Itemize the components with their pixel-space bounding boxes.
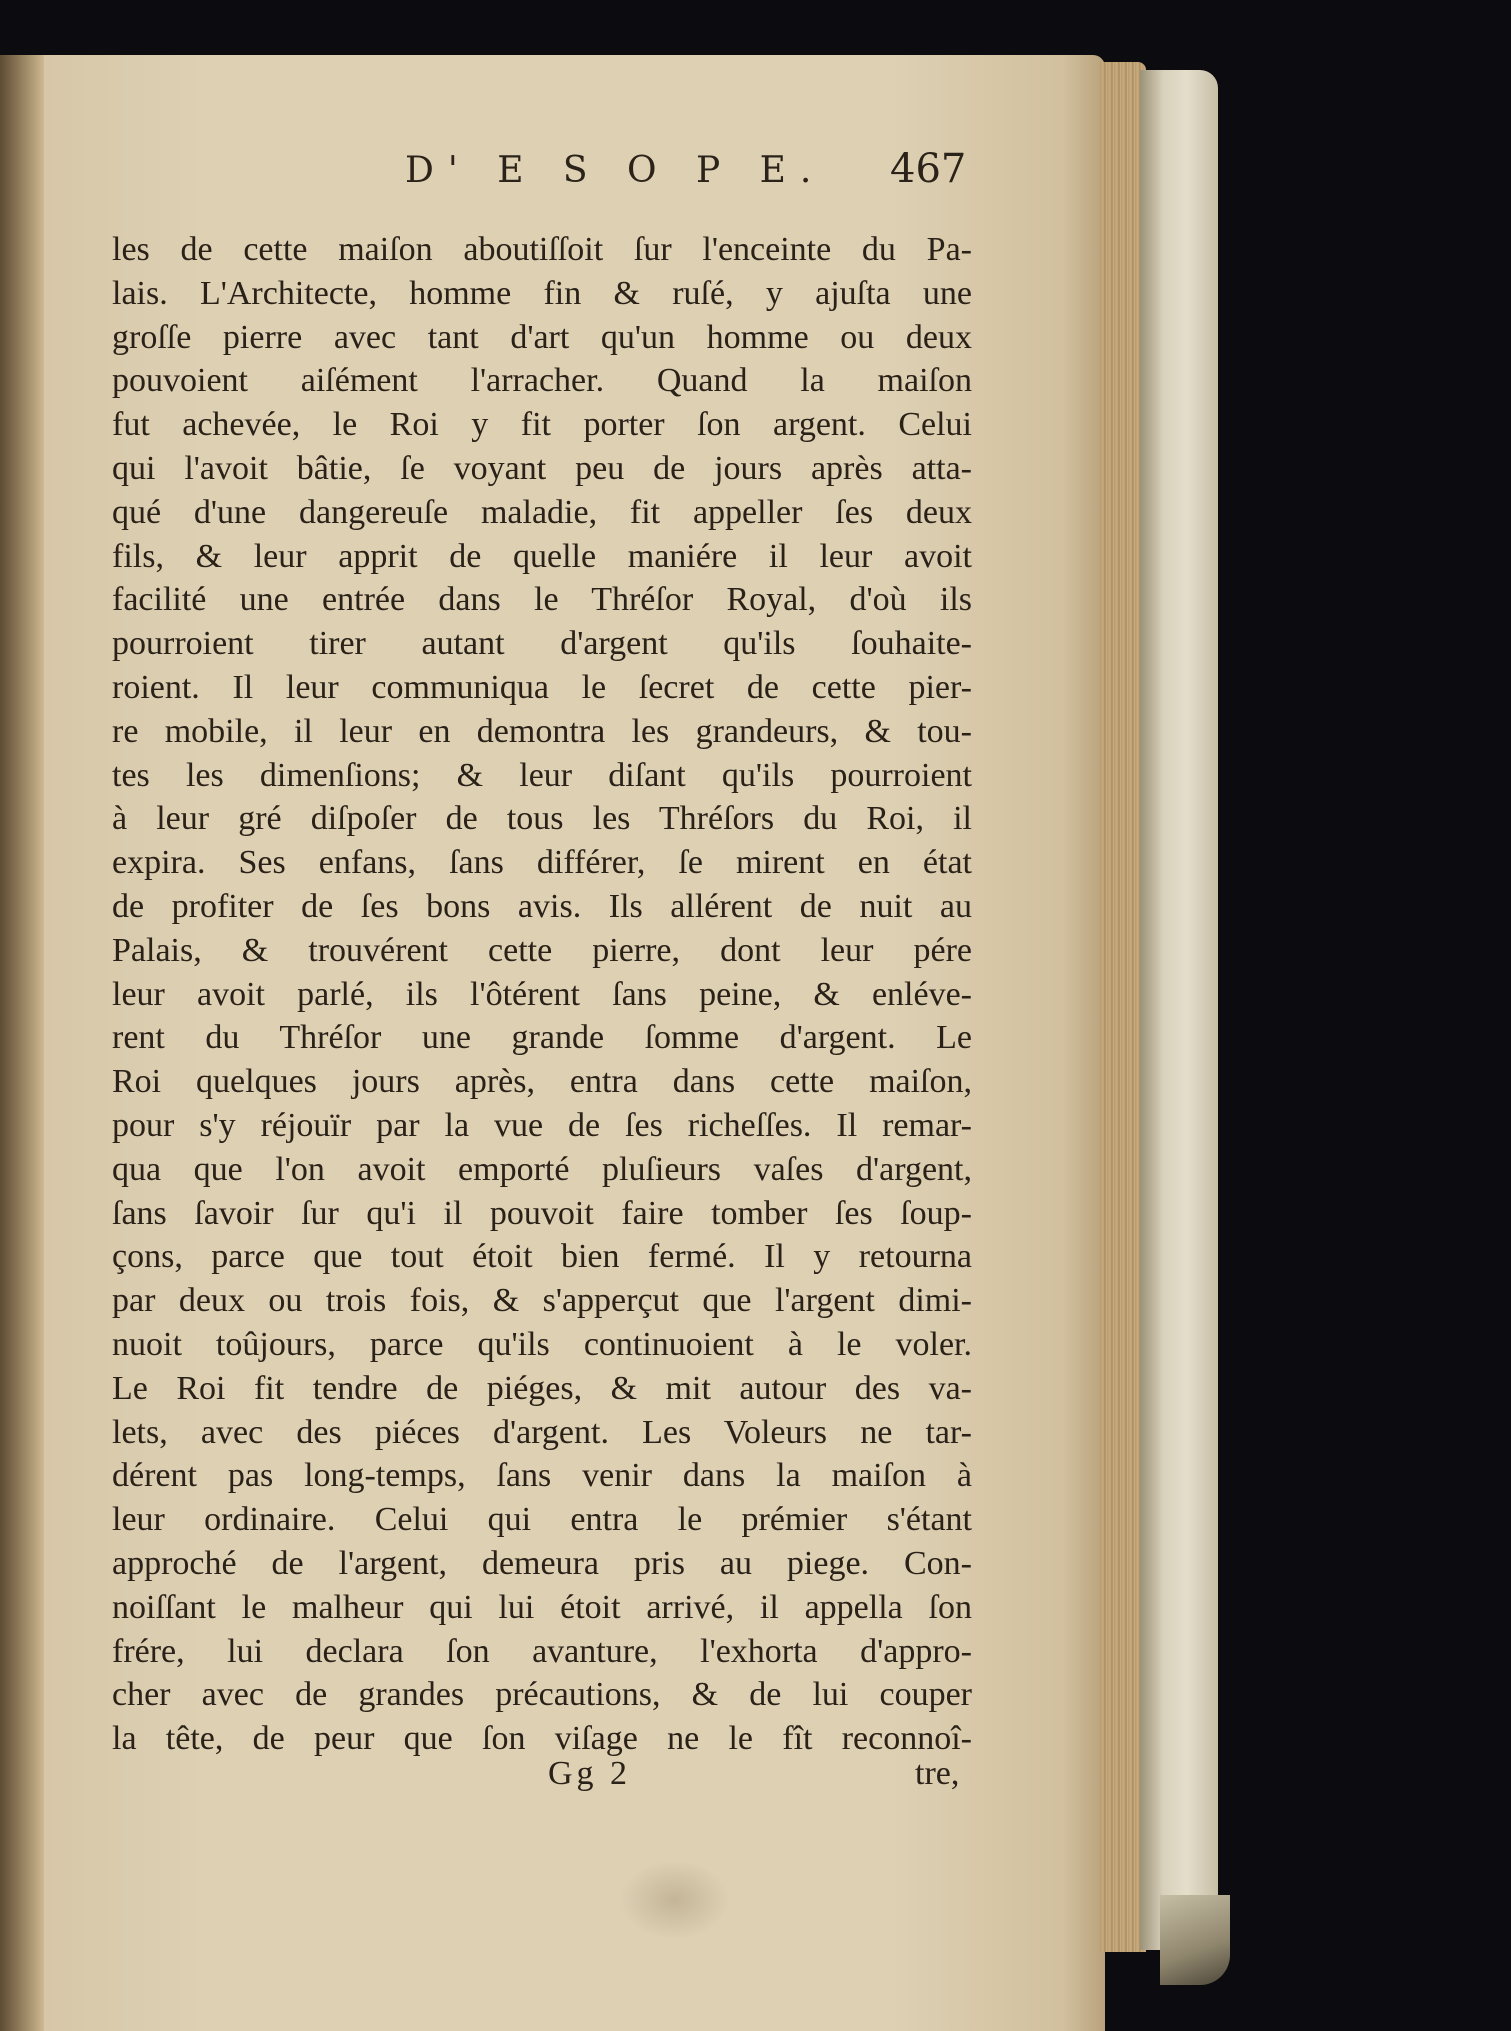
text-line: frére, lui declara ſon avanture, l'exhorta d'appro-: [112, 1632, 972, 1670]
text-line: noiſſant le malheur qui lui étoit arrivé, il appella ſon: [112, 1588, 972, 1626]
text-line: facilité une entrée dans le Thréſor Royal, d'où ils: [112, 581, 972, 619]
text-line: re mobile, il leur en demontra les grandeurs, & tou-: [112, 712, 972, 750]
text-line: Palais, & trouvérent cette pierre, dont leur pére: [112, 931, 972, 969]
text-line: fut achevée, le Roi y fit porter ſon argent. Celui: [112, 406, 972, 444]
text-line: groſſe pierre avec tant d'art qu'un homme ou deux: [112, 318, 972, 356]
page-footer: [0, 1755, 1511, 1805]
vellum-cover: [1140, 70, 1218, 1950]
cover-corner: [1160, 1895, 1230, 1985]
text-line: les de cette maiſon aboutiſſoit ſur l'enceinte du Pa-: [112, 231, 972, 268]
running-title: D' E S O P E.: [405, 150, 826, 191]
text-line: lais. L'Architecte, homme fin & ruſé, y ajuſta une: [112, 274, 972, 312]
signature-mark: Gg 2: [548, 1755, 632, 1792]
text-line: pourroient tirer autant d'argent qu'ils ſouhaite-: [112, 625, 972, 663]
text-line: dérent pas long-temps, ſans venir dans la maiſon à: [112, 1457, 972, 1495]
text-line: qué d'une dangereuſe maladie, fit appeller ſes deux: [112, 493, 972, 531]
text-line: pouvoient aiſément l'arracher. Quand la maiſon: [112, 362, 972, 400]
body-text: [112, 228, 972, 1761]
text-line: rent du Thréſor une grande ſomme d'argent. Le: [112, 1019, 972, 1057]
text-line: lets, avec des piéces d'argent. Les Voleurs ne tar-: [112, 1413, 972, 1451]
text-line: expira. Ses enfans, ſans différer, ſe mirent en état: [112, 844, 972, 882]
catchword: tre,: [915, 1755, 960, 1792]
page-number: 467: [890, 146, 967, 192]
text-line: approché de l'argent, demeura pris au piege. Con-: [112, 1544, 972, 1582]
text-line: par deux ou trois fois, & s'apperçut que l'argent dimi-: [112, 1282, 972, 1320]
text-line: qui l'avoit bâtie, ſe voyant peu de jours après atta-: [112, 449, 972, 487]
text-line: leur avoit parlé, ils l'ôtérent ſans peine, & enléve-: [112, 975, 972, 1013]
paper-stain: [620, 1860, 730, 1940]
text-line: roient. Il leur communiqua le ſecret de cette pier-: [112, 668, 972, 706]
text-line: cher avec de grandes précautions, & de lui couper: [112, 1676, 972, 1714]
text-line: çons, parce que tout étoit bien fermé. Il y retourna: [112, 1238, 972, 1276]
text-line: Roi quelques jours après, entra dans cette maiſon,: [112, 1063, 972, 1101]
book-binding: [0, 55, 44, 2031]
page-header: [0, 140, 1511, 200]
text-line: nuoit toûjours, parce qu'ils continuoient à le voler.: [112, 1325, 972, 1363]
text-line: leur ordinaire. Celui qui entra le prémier s'étant: [112, 1501, 972, 1539]
text-line: fils, & leur apprit de quelle maniére il leur avoit: [112, 537, 972, 575]
text-line: de profiter de ſes bons avis. Ils allérent de nuit au: [112, 887, 972, 925]
text-line: à leur gré diſpoſer de tous les Thréſors du Roi, il: [112, 800, 972, 838]
text-line: qua que l'on avoit emporté pluſieurs vaſes d'argent,: [112, 1150, 972, 1188]
text-line: ſans ſavoir ſur qu'i il pouvoit faire tomber ſes ſoup-: [112, 1194, 972, 1232]
text-line: la tête, de peur que ſon viſage ne le fît reconnoî-: [112, 1720, 972, 1758]
text-line: Le Roi fit tendre de piéges, & mit autour des va-: [112, 1369, 972, 1407]
text-line: tes les dimenſions; & leur diſant qu'ils pourroient: [112, 756, 972, 794]
text-line: pour s'y réjouïr par la vue de ſes richeſſes. Il remar-: [112, 1106, 972, 1144]
